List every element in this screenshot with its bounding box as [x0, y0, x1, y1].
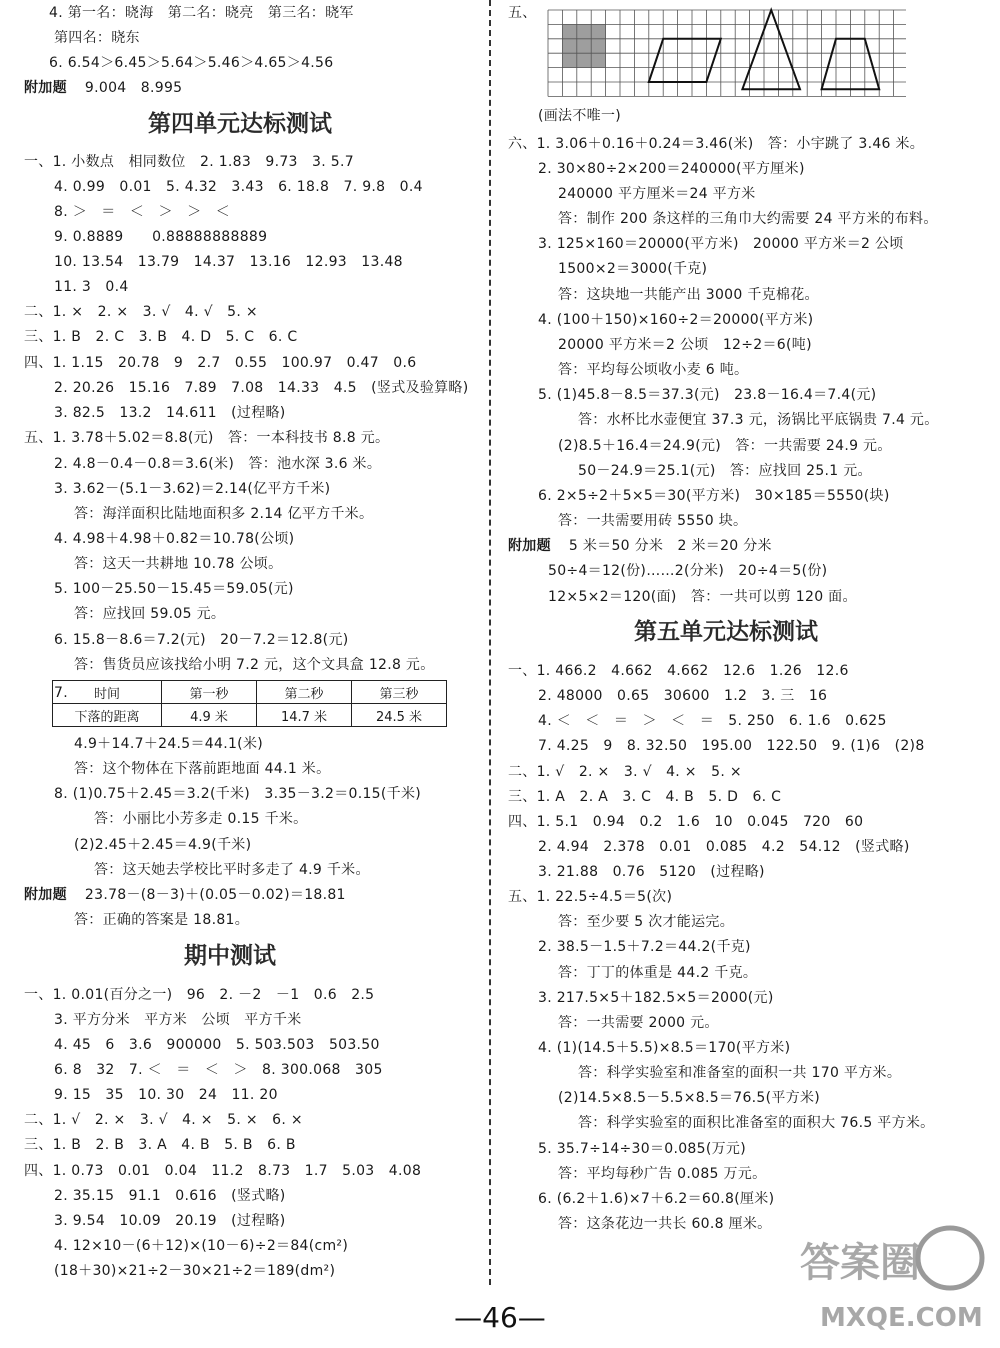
answer-text: 8. ＞ ＝ ＜ ＞ ＞ ＜: [54, 204, 231, 220]
answer-text: 五、: [508, 5, 537, 21]
section-heading: 第四单元达标测试: [148, 110, 332, 137]
answer-text: 3. 125×160＝20000(平方米) 20000 平方米＝2 公顷: [538, 236, 904, 252]
table-cell: 下落的距离: [53, 704, 162, 727]
answer-line: [54, 177, 423, 197]
bonus-label: 附加题: [24, 887, 67, 903]
answer-line: [508, 536, 772, 556]
answer-text: 答：平均每公顷收小麦 6 吨。: [558, 362, 749, 378]
answer-text: 一、1. 0.01(百分之一) 96 2. －2 －1 0.6 2.5: [24, 987, 375, 1003]
answer-text: 9.004 8.995: [84, 80, 183, 96]
table-cell: 14.7 米: [257, 704, 352, 727]
answer-line: [54, 252, 403, 272]
answer-text: 三、1. A 2. A 3. C 4. B 5. D 6. C: [508, 789, 782, 805]
answer-text: 11. 3 0.4: [54, 279, 129, 295]
answer-line: [54, 1060, 383, 1080]
answer-line: [508, 3, 537, 23]
column-divider: [489, 0, 491, 1285]
answer-text: 6. 15.8－8.6＝7.2(元) 20－7.2＝12.8(元): [54, 632, 349, 648]
answer-line: [74, 759, 330, 779]
answer-text: 二、1. √ 2. × 3. √ 4. × 5. ×: [508, 764, 742, 780]
answer-line: [54, 1035, 380, 1055]
answer-line: [74, 604, 225, 624]
shaded-square: [562, 24, 605, 67]
answer-line: [508, 661, 849, 681]
answer-text: 6. 2×5÷2＋5×5＝30(平方米) 30×185＝5550(块): [538, 488, 890, 504]
answer-text: 4.9＋14.7＋24.5＝44.1(米): [74, 736, 264, 752]
answer-text: 9. 0.8889 0.88888888889: [54, 229, 268, 245]
answer-line: [538, 486, 890, 506]
svg-text:答案圈: 答案圈: [800, 1240, 920, 1286]
section-heading: 期中测试: [184, 942, 276, 969]
answer-line: [74, 910, 249, 930]
table-cell: 第二秒: [257, 681, 352, 704]
table-cell: 24.5 米: [352, 704, 447, 727]
answer-line: [49, 53, 333, 73]
answer-text: 答：这天她去学校比平时多走了 4.9 千米。: [94, 862, 370, 878]
answer-line: [54, 479, 330, 499]
answer-text: 4. (1)(14.5＋5.5)×8.5＝170(平方米): [538, 1040, 791, 1056]
answer-line: [538, 385, 876, 405]
page-number: —46—: [454, 1301, 546, 1334]
answer-line: [24, 885, 346, 905]
answer-text: 三、1. B 2. B 3. A 4. B 5. B 6. B: [24, 1137, 296, 1153]
answer-line: [54, 403, 286, 423]
answer-text: 50÷4＝12(份)……2(分米) 20÷4＝5(份): [548, 563, 828, 579]
answer-text: 二、1. × 2. × 3. √ 4. √ 5. ×: [24, 304, 258, 320]
answer-line: [538, 862, 765, 882]
table-cell: 第三秒: [352, 681, 447, 704]
triangle-shape: [742, 10, 800, 89]
answer-line: [54, 1261, 335, 1281]
answer-text: 答：售货员应该找给小明 7.2 元，这个文具盒 12.8 元。: [74, 657, 435, 673]
answer-text: 答：平均每秒广告 0.085 万元。: [558, 1166, 767, 1182]
answer-text: (18＋30)×21÷2－30×21÷2＝189(dm²): [54, 1263, 336, 1279]
answer-text: 50－24.9＝25.1(元) 答：应找回 25.1 元。: [578, 463, 872, 479]
answer-line: [548, 561, 827, 581]
answer-line: [538, 1038, 790, 1058]
table-cell: 4.9 米: [162, 704, 257, 727]
section-heading: 第五单元达标测试: [634, 618, 818, 645]
answer-text: 答：这块地一共能产出 3000 千克棉花。: [558, 287, 819, 303]
answer-line: [558, 184, 756, 204]
answer-line: [54, 1186, 286, 1206]
answer-text: 9. 15 35 10. 30 24 11. 20: [54, 1087, 278, 1103]
answer-text: 6. 6.54＞6.45＞5.64＞5.46＞4.65＞4.56: [49, 55, 334, 71]
svg-text:MXQE.COM: MXQE.COM: [820, 1303, 983, 1333]
answer-text: 1500×2＝3000(千克): [558, 261, 708, 277]
answer-text: 三、1. B 2. C 3. B 4. D 5. C 6. C: [24, 329, 298, 345]
answer-text: 8. (1)0.75＋2.45＝3.2(千米) 3.35－3.2＝0.15(千米): [54, 786, 422, 802]
answer-line: [508, 812, 863, 832]
answer-line: [538, 159, 805, 179]
answer-text: 2. 30×80÷2×200＝240000(平方厘米): [538, 161, 805, 177]
answer-line: [538, 937, 751, 957]
answer-text: 7.: [54, 685, 68, 701]
answer-line: [54, 1085, 278, 1105]
answer-line: [24, 1135, 296, 1155]
answer-line: [74, 554, 282, 574]
answer-text: 4. 12×10－(6＋12)×(10－6)÷2＝84(cm²): [54, 1238, 349, 1254]
answer-line: [558, 1164, 766, 1184]
answer-text: 二、1. √ 2. × 3. √ 4. × 5. × 6. ×: [24, 1112, 303, 1128]
answer-line: [54, 784, 421, 804]
answer-text: 4. 0.99 0.01 5. 4.32 3.43 6. 18.8 7. 9.8 0.4: [54, 179, 423, 195]
answer-line: [558, 335, 812, 355]
answer-line: [538, 736, 925, 756]
answer-line: [558, 963, 757, 983]
answer-text: 答：这天一共耕地 10.78 公顷。: [74, 556, 283, 572]
answer-line: [558, 285, 819, 305]
answer-text: 3. 3.62－(5.1－3.62)＝2.14(亿平方千米): [54, 481, 331, 497]
drawing-grid-figure: [540, 4, 906, 104]
answer-text: 3. 9.54 10.09 20.19 (过程略): [54, 1213, 286, 1229]
answer-line: [24, 152, 354, 172]
answer-line: [74, 734, 263, 754]
answer-text: (2)8.5＋16.4＝24.9(元) 答：一共需要 24.9 元。: [558, 438, 892, 454]
answer-line: [538, 1189, 774, 1209]
answer-text: 240000 平方厘米＝24 平方米: [558, 186, 756, 202]
table-cell: 时间: [53, 681, 162, 704]
answer-line: [94, 809, 307, 829]
answer-line: [24, 353, 416, 373]
answer-line: [24, 1110, 303, 1130]
answer-line: [538, 1139, 746, 1159]
answer-text: 5. 100－25.50－15.45＝59.05(元): [54, 581, 294, 597]
site-watermark-logo: [790, 1218, 990, 1338]
answer-text: 7. 4.25 9 8. 32.50 195.00 122.50 9. (1)6 (2)8: [538, 738, 925, 754]
answer-text: 第四名：晓东: [54, 30, 140, 46]
answer-line: [538, 988, 774, 1008]
answer-text: 四、1. 5.1 0.94 0.2 1.6 10 0.045 720 60: [508, 814, 864, 830]
answer-text: (2)14.5×8.5－5.5×8.5＝76.5(平方米): [558, 1090, 821, 1106]
answer-text: 20000 平方米＝2 公顷 12÷2＝6(吨): [558, 337, 812, 353]
answer-text: 2. 48000 0.65 30600 1.2 3. 三 16: [538, 688, 828, 704]
answer-line: [54, 1236, 348, 1256]
answer-line: [24, 327, 297, 347]
answer-text: 3. 217.5×5＋182.5×5＝2000(元): [538, 990, 774, 1006]
answer-line: [558, 209, 938, 229]
answer-line: [94, 860, 370, 880]
answer-line: [558, 1013, 719, 1033]
answer-text: 答：这条花边一共长 60.8 厘米。: [558, 1216, 772, 1232]
answer-line: [538, 310, 813, 330]
answer-line: [54, 1211, 286, 1231]
answer-text: 4. 45 6 3.6 900000 5. 503.503 503.50: [54, 1037, 380, 1053]
answer-text: 3. 21.88 0.76 5120 (过程略): [538, 864, 765, 880]
answer-text: 六、1. 3.06＋0.16＋0.24＝3.46(米) 答：小宇跳了 3.46 米。: [508, 136, 925, 152]
answer-line: [558, 511, 747, 531]
answer-text: 五、1. 22.5÷4.5＝5(次): [508, 889, 673, 905]
answer-text: (画法不唯一): [538, 108, 622, 124]
falling-distance-table: [52, 680, 447, 727]
answer-text: 答：水杯比水壶便宜 37.3 元，汤锅比平底锅贵 7.4 元。: [578, 412, 939, 428]
answer-text: 3. 82.5 13.2 14.611 (过程略): [54, 405, 286, 421]
answer-line: [54, 202, 230, 222]
answer-line: [54, 277, 129, 297]
answer-text: 2. 4.94 2.378 0.01 0.085 4.2 54.12 (竖式略): [538, 839, 910, 855]
answer-line: [578, 1113, 934, 1133]
answer-line: [24, 985, 374, 1005]
answer-text: 答：这个物体在下落前距地面 44.1 米。: [74, 761, 331, 777]
answer-text: 5. (1)45.8－8.5＝37.3(元) 23.8－16.4＝7.4(元): [538, 387, 877, 403]
table-cell: 第一秒: [162, 681, 257, 704]
answer-line: [54, 630, 349, 650]
answer-line: [578, 1063, 901, 1083]
answer-text: 6. 8 32 7. ＜ ＝ ＜ ＞ 8. 300.068 305: [54, 1062, 383, 1078]
answer-text: 2. 38.5－1.5＋7.2＝44.2(千克): [538, 939, 751, 955]
answer-text: 答：海洋面积比陆地面积多 2.14 亿平方千米。: [74, 506, 374, 522]
answer-text: 四、1. 0.73 0.01 0.04 11.2 8.73 1.7 5.03 4.08: [24, 1163, 422, 1179]
answer-text: 答：小丽比小芳多走 0.15 千米。: [94, 811, 308, 827]
answer-line: [54, 28, 140, 48]
answer-line: [508, 134, 924, 154]
answer-text: 5 米＝50 分米 2 米＝20 分米: [568, 538, 772, 554]
answer-line: [24, 1161, 421, 1181]
answer-text: 四、1. 1.15 20.78 9 2.7 0.55 100.97 0.47 0.6: [24, 355, 417, 371]
answer-text: 4. (100＋150)×160÷2＝20000(平方米): [538, 312, 814, 328]
answer-line: [558, 436, 892, 456]
answer-text: 答：科学实验室和准备室的面积一共 170 平方米。: [578, 1065, 902, 1081]
answer-text: 五、1. 3.78＋5.02＝8.8(元) 答：一本科技书 8.8 元。: [24, 430, 390, 446]
bonus-label: 附加题: [24, 80, 67, 96]
answer-line: [558, 360, 748, 380]
answer-line: [54, 579, 294, 599]
answer-line: [538, 711, 887, 731]
answer-text: 答：至少要 5 次才能运完。: [558, 914, 735, 930]
answer-line: [558, 912, 734, 932]
answer-line: [578, 461, 872, 481]
answer-text: 答：一共需要用砖 5550 块。: [558, 513, 748, 529]
answer-text: 12×5×2＝120(面) 答：一共可以剪 120 面。: [548, 589, 857, 605]
answer-line: [74, 835, 251, 855]
answer-text: 2. 20.26 15.16 7.89 7.08 14.33 4.5 (竖式及验算略): [54, 380, 469, 396]
answer-text: 一、1. 小数点 相同数位 2. 1.83 9.73 3. 5.7: [24, 154, 354, 170]
answer-line: [54, 529, 294, 549]
answer-text: (2)2.45＋2.45＝4.9(千米): [74, 837, 252, 853]
answer-line: [578, 410, 939, 430]
answer-text: 2. 35.15 91.1 0.616 (竖式略): [54, 1188, 286, 1204]
answer-line: [548, 587, 857, 607]
answer-line: [54, 227, 267, 247]
parallelogram-shape: [649, 39, 721, 82]
answer-line: [74, 655, 435, 675]
answer-text: 5. 35.7÷14÷30＝0.085(万元): [538, 1141, 746, 1157]
answer-line: [54, 378, 468, 398]
answer-text: 答：一共需要 2000 元。: [558, 1015, 719, 1031]
answer-text: 6. (6.2＋1.6)×7＋6.2＝60.8(厘米): [538, 1191, 775, 1207]
answer-line: [558, 1088, 820, 1108]
answer-line: [538, 234, 904, 254]
answer-line: [24, 78, 182, 98]
answer-line: [54, 454, 381, 474]
answer-text: 一、1. 466.2 4.662 4.662 12.6 1.26 12.6: [508, 663, 849, 679]
answer-text: 4. 4.98＋4.98＋0.82＝10.78(公顷): [54, 531, 295, 547]
answer-line: [74, 504, 373, 524]
answer-line: [54, 1010, 302, 1030]
table-row: [53, 704, 447, 727]
answer-text: 4. ＜ ＜ ＝ ＞ ＜ ＝ 5. 250 6. 1.6 0.625: [538, 713, 887, 729]
bonus-label: 附加题: [508, 538, 551, 554]
answer-line: [538, 837, 910, 857]
answer-line: [508, 762, 742, 782]
answer-text: 2. 4.8－0.4－0.8＝3.6(米) 答：池水深 3.6 米。: [54, 456, 382, 472]
answer-text: 3. 平方分米 平方米 公顷 平方千米: [54, 1012, 302, 1028]
answer-text: 10. 13.54 13.79 14.37 13.16 12.93 13.48: [54, 254, 403, 270]
answer-line: [508, 787, 781, 807]
answer-text: 答：制作 200 条这样的三角巾大约需要 24 平方米的布料。: [558, 211, 938, 227]
answer-text: 答：科学实验室的面积比准备室的面积大 76.5 平方米。: [578, 1115, 935, 1131]
answer-text: 4. 第一名：晓海 第二名：晓亮 第三名：晓军: [49, 5, 354, 21]
answer-line: [538, 106, 621, 126]
answer-text: 23.78－(8－3)＋(0.05－0.02)＝18.81: [84, 887, 346, 903]
answer-line: [508, 887, 672, 907]
answer-text: 答：应找回 59.05 元。: [74, 606, 226, 622]
answer-line: [558, 1214, 771, 1234]
answer-line: [24, 428, 389, 448]
answer-line: [49, 3, 354, 23]
answer-text: 答：正确的答案是 18.81。: [74, 912, 250, 928]
answer-text: 答：丁丁的体重是 44.2 千克。: [558, 965, 758, 981]
answer-line: [538, 686, 827, 706]
answer-line: [558, 259, 707, 279]
table-header-row: [53, 681, 447, 704]
answer-line: [24, 302, 258, 322]
